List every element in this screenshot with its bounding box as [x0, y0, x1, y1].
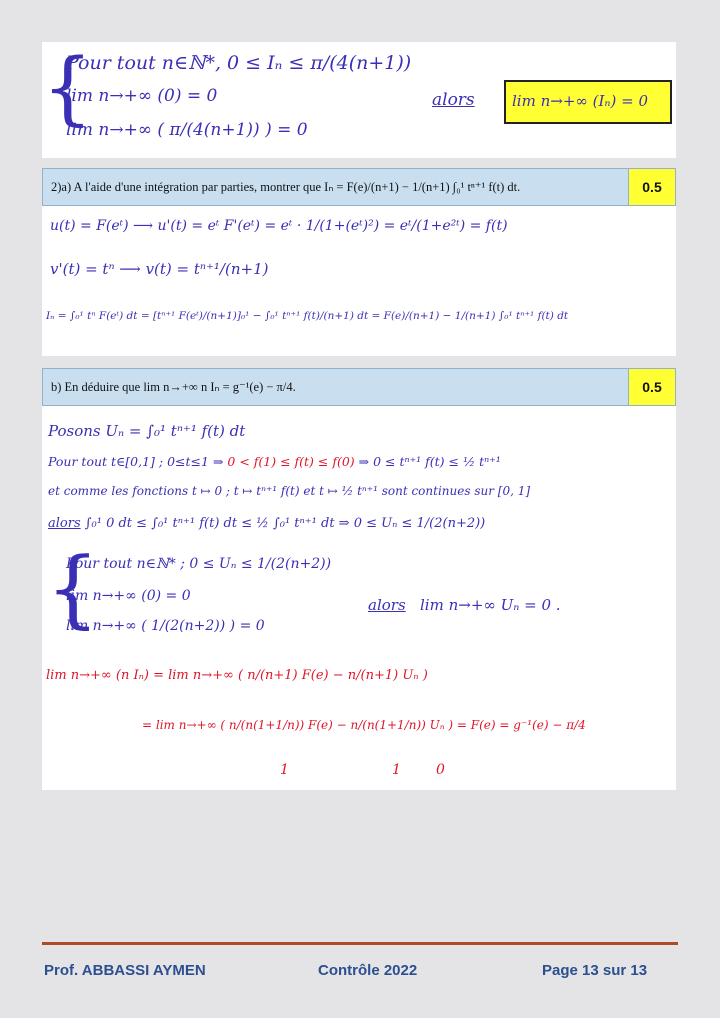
answer-2b-line-5: Pour tout n∈ℕ* ; 0 ≤ Uₙ ≤ 1/(2(n+2))	[66, 556, 332, 572]
system-brace: {	[46, 539, 100, 637]
question-2a-text: 2)a) A l'aide d'une intégration par parties, montrer que Iₙ = F(e)/(n+1) − 1/(n+1) ∫₀¹ tⁿ⁺¹ f(t) dt.	[51, 180, 521, 194]
footer-page: Page 13 sur 13	[542, 962, 648, 979]
left-brace: {	[42, 41, 93, 134]
underbrace-value-1: 1	[280, 762, 289, 778]
top-alors: alors	[432, 90, 475, 110]
answer-2a-panel	[42, 206, 676, 356]
answer-2a-line-3: Iₙ = ∫₀¹ tⁿ F(eᵗ) dt = [tⁿ⁺¹ F(eᵗ)/(n+1)]₀¹ − ∫₀¹ tⁿ⁺¹ f(t)/(n+1) dt = F(e)/(n+1) − 1/(n+1) ∫₀¹ tⁿ⁺¹ f(t) dt	[46, 310, 569, 322]
answer-2b-line-7: lim n→+∞ ( 1/(2(n+2)) ) = 0	[66, 618, 265, 634]
question-2b-text: b) En déduire que lim n→+∞ n Iₙ = g⁻¹(e) − π/4.	[51, 380, 296, 394]
answer-2b-line-9b: = F(e) = g⁻¹(e) − π/4	[456, 718, 586, 732]
answer-2b-line-8: lim n→+∞ (n Iₙ) = lim n→+∞ ( n/(n+1) F(e) − n/(n+1) Uₙ )	[46, 668, 428, 683]
answer-2b-line-3: et comme les fonctions t ↦ 0 ; t ↦ tⁿ⁺¹ f(t) et t ↦ ½ tⁿ⁺¹ sont continues sur [0, 1]	[48, 484, 531, 498]
answer-2b-line-2b: 0 < f(1) ≤ f(t) ≤ f(0)	[227, 454, 355, 469]
answer-2b-line-9a: = lim n→+∞ ( n/(n(1+1/n)) F(e) − n/(n(1+1/n)) Uₙ )	[142, 718, 457, 732]
top-result-box	[504, 80, 672, 124]
answer-2b-line-4	[48, 516, 485, 531]
question-2b-band	[42, 368, 676, 406]
top-line-3: lim n→+∞ ( π/(4(n+1)) ) = 0	[66, 120, 308, 140]
answer-2b-alors-2: alors	[368, 596, 406, 614]
top-line-1: Pour tout n∈ℕ*, 0 ≤ Iₙ ≤ π/(4(n+1))	[66, 52, 412, 74]
footer-rule	[42, 942, 678, 945]
question-2b-points: 0.5	[628, 369, 675, 405]
top-line-2: lim n→+∞ (0) = 0	[66, 86, 218, 106]
underbrace-value-2: 1	[392, 762, 401, 778]
answer-2a-line-2: v'(t) = tⁿ ⟶ v(t) = tⁿ⁺¹/(n+1)	[50, 260, 269, 278]
answer-2b-alors: alors	[48, 516, 81, 531]
answer-2b-limit: lim n→+∞ Uₙ = 0 .	[420, 596, 561, 614]
answer-2b-line-1: Posons Uₙ = ∫₀¹ tⁿ⁺¹ f(t) dt	[48, 422, 246, 440]
question-2a-points: 0.5	[628, 169, 675, 205]
answer-2b-panel	[42, 406, 676, 790]
underbrace-value-3: 0	[436, 762, 445, 778]
answer-2b-line-6: lim n→+∞ (0) = 0	[66, 588, 191, 604]
answer-2b-line-2c: ⇒ 0 ≤ tⁿ⁺¹ f(t) ≤ ½ tⁿ⁺¹	[354, 454, 501, 469]
answer-2b-line-9	[142, 718, 586, 732]
answer-2b-line-4b: ∫₀¹ 0 dt ≤ ∫₀¹ tⁿ⁺¹ f(t) dt ≤ ½ ∫₀¹ tⁿ⁺¹ dt ⇒ 0 ≤ Uₙ ≤ 1/(2(n+2))	[80, 516, 486, 531]
top-result: lim n→+∞ (Iₙ) = 0	[512, 92, 649, 110]
answer-2b-line-2a: Pour tout t∈[0,1] ; 0≤t≤1 ⇒	[48, 454, 228, 469]
top-answer-panel	[42, 42, 676, 158]
question-2a-band	[42, 168, 676, 206]
answer-2b-line-2	[48, 454, 501, 469]
answer-2a-line-1: u(t) = F(eᵗ) ⟶ u'(t) = eᵗ F'(eᵗ) = eᵗ · 1/(1+(eᵗ)²) = eᵗ/(1+e²ᵗ) = f(t)	[50, 218, 508, 234]
footer-author: Prof. ABBASSI AYMEN	[44, 962, 206, 979]
footer-title: Contrôle 2022	[318, 962, 418, 979]
